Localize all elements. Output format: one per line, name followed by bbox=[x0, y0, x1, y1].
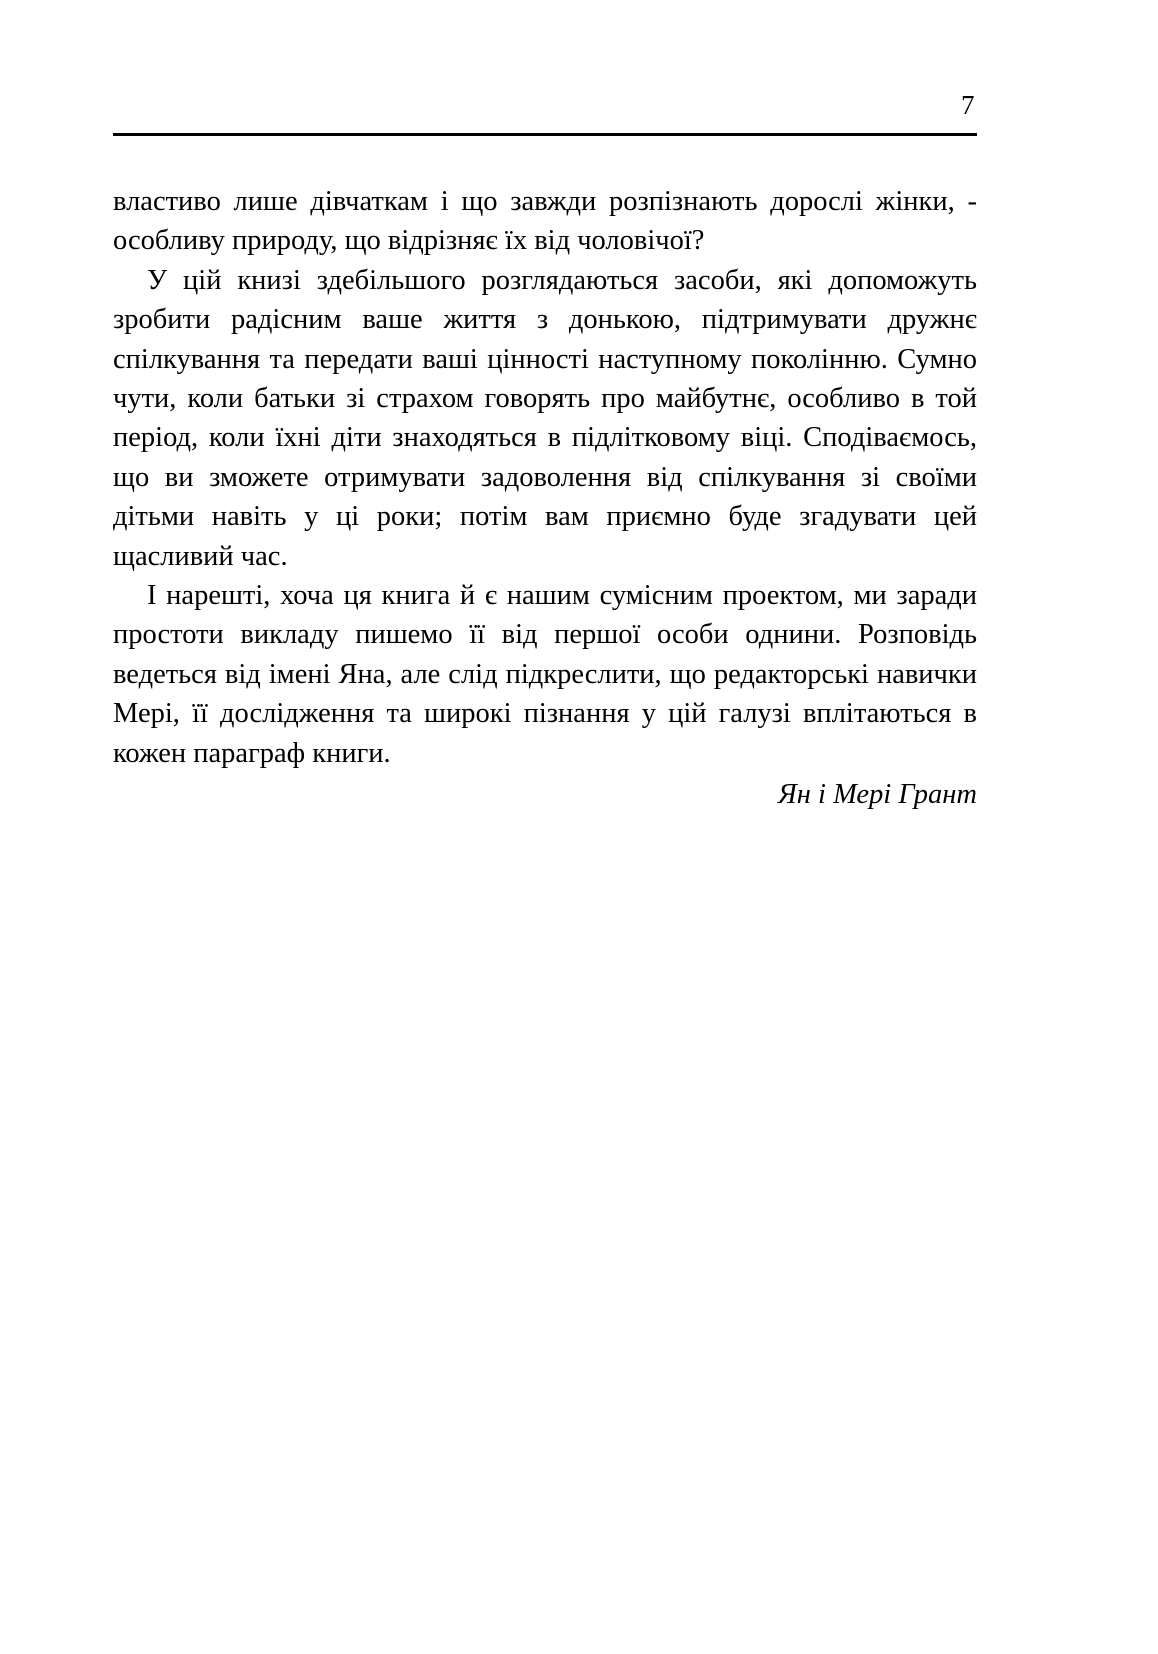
paragraph-3: І нарешті, хоча ця книга й є нашим сумісним проектом, ми заради простоти викладу пишемо її від першої особи однини. Розповідь ведеться від імені Яна, але слід підкреслити, що редакторські навички Мері, її дослідження та широкі пізнання у цій галузі вплітаються в кожен параграф книги. bbox=[113, 580, 977, 769]
header-divider-rule bbox=[113, 133, 977, 136]
body-text-column bbox=[113, 182, 977, 815]
paragraph-1: властиво лише дівчаткам і що завжди розпізнають дорослі жінки, - особливу природу, що відрізняє їх від чоловічої? bbox=[113, 186, 977, 257]
page-header bbox=[113, 88, 977, 136]
page-number: 7 bbox=[961, 90, 975, 120]
paragraph-2: У цій книзі здебільшого розглядаються засоби, які допоможуть зробити радісним ваше життя з донькою, підтримувати дружнє спілкування та передати ваші цінності наступному поколінню. Сумно чути, коли батьки зі страхом говорять про майбутнє, особливо в той період, коли їхні діти знаходяться в підлітковому віці. Сподіваємось, що ви зможете отримувати задоволення від спілкування зі своїми дітьми навіть у ці роки; потім вам приємно буде згадувати цей щасливий час. bbox=[113, 264, 977, 572]
author-signature: Ян і Мері Грант bbox=[778, 779, 977, 811]
